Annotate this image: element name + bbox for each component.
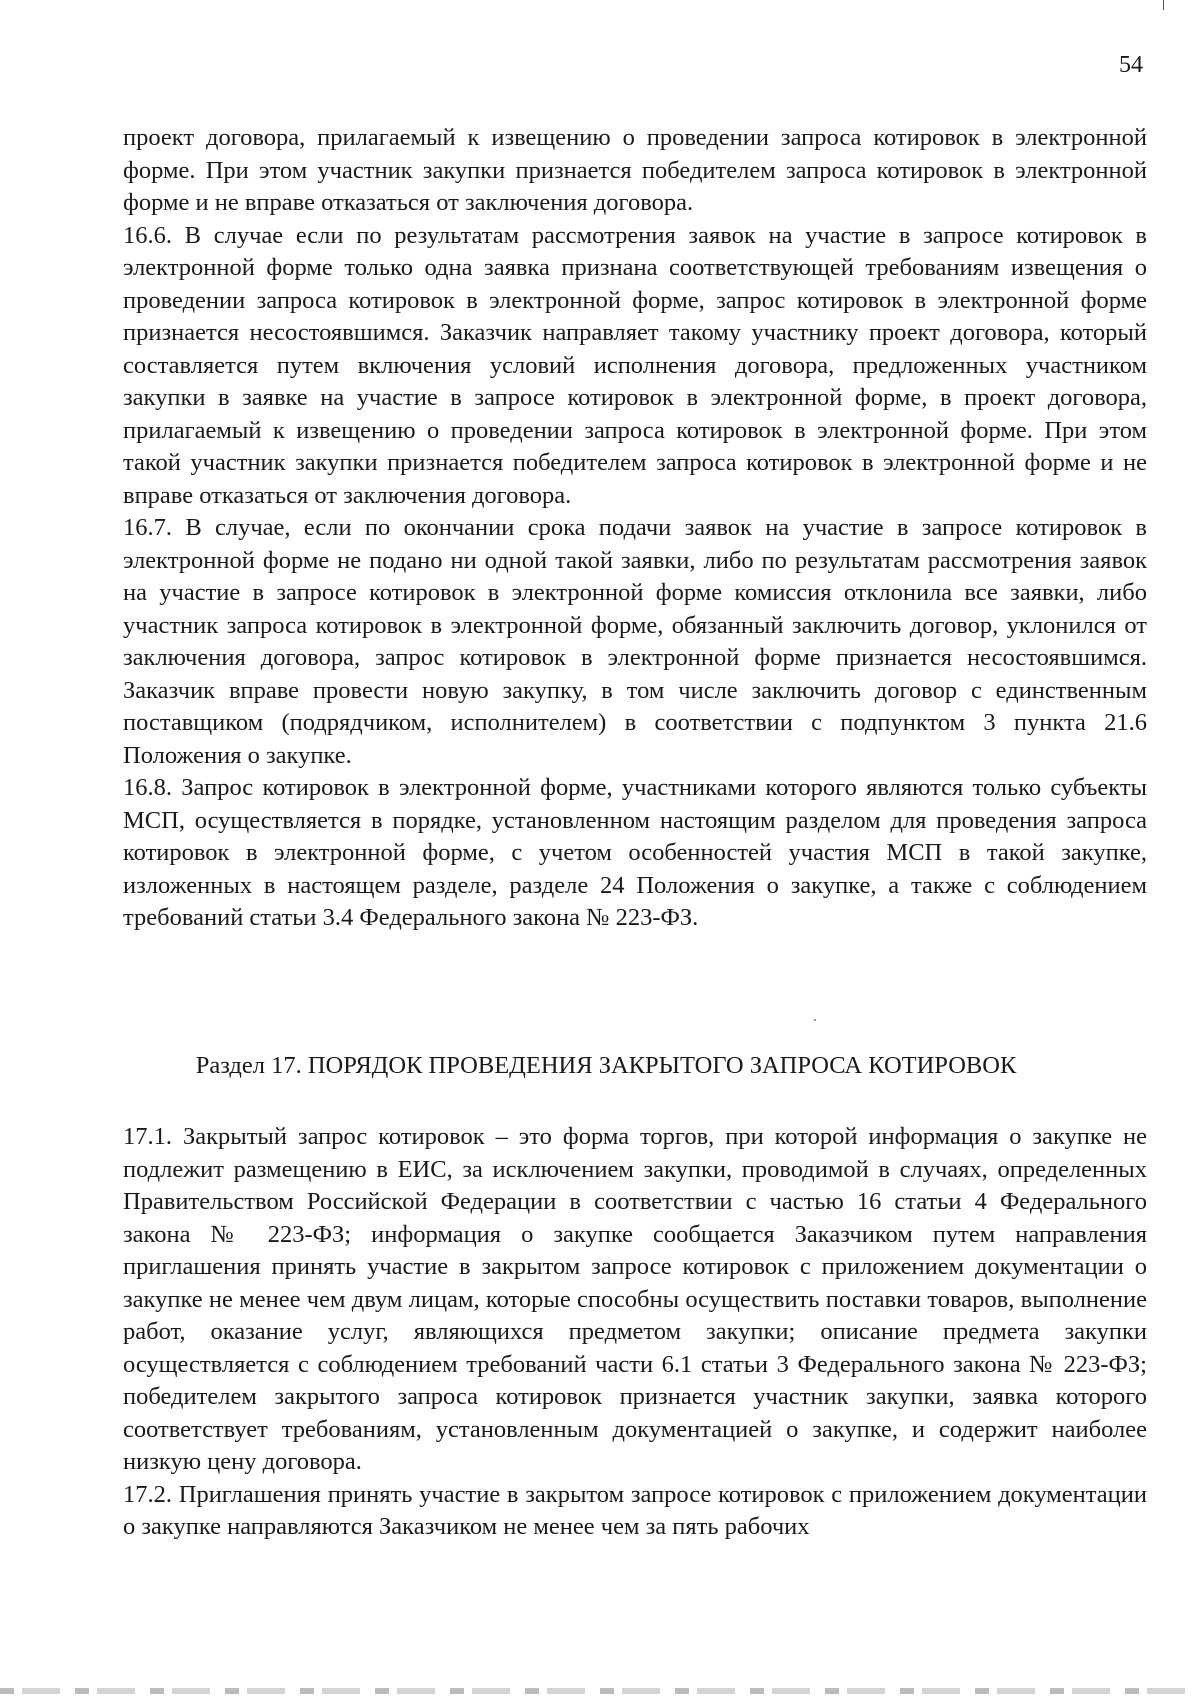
paragraph-17-2: 17.2. Приглашения принять участие в закрытом запросе котировок с приложением документации о закупке направляются Заказчиком не менее чем за пять рабочих <box>123 1480 1147 1540</box>
paragraph-17-1: 17.1. Закрытый запрос котировок – это форма торгов, при которой информация о закупке не подлежит размещению в ЕИС, за исключением закупки, проводимой в случаях, определенных Правительством Российской Федерации в соответствии с частью 16 статьи 4 Федерального закона № 223-ФЗ; информация о закупке сообщается Заказчиком путем направления приглашения принять участие в закрытом запросе котировок с приложением документации о закупке не менее чем двум лицам, которые способны осуществить поставки товаров, выполнение работ, оказание услуг, являющихся предметом закупки; описание предмета закупки осуществляется с соблюдением требований части 6.1 статьи 3 Федерального закона № 223-ФЗ; победителем закрытого запроса котировок признается участник закупки, заявка которого соответствует требованиям, установленным документацией о закупке, и содержит наиболее низкую цену договора. <box>123 1123 1147 1475</box>
text-block-upper <box>123 122 1147 935</box>
section-heading: Раздел 17. ПОРЯДОК ПРОВЕДЕНИЯ ЗАКРЫТОГО ЗАПРОСА КОТИРОВОК <box>195 1052 1017 1079</box>
scan-bottom-edge <box>0 1688 1200 1694</box>
paragraph-continuation: проект договора, прилагаемый к извещению о проведении запроса котировок в электронной форме. При этом участник закупки признается победителем запроса котировок в электронной форме и не вправе отказаться от заключения договора. <box>123 124 1147 216</box>
paragraph-16-6: 16.6. В случае если по результатам рассмотрения заявок на участие в запросе котировок в электронной форме только одна заявка признана соответствующей требованиям извещения о проведении запроса котировок в электронной форме, запрос котировок в электронной форме признается несостоявшимся. Заказчик направляет такому участнику проект договора, который составляется путем включения условий исполнения договора, предложенных участником закупки в заявке на участие в запросе котировок в электронной форме, в проект договора, прилагаемый к извещению о проведении запроса котировок в электронной форме. При этом такой участник закупки признается победителем запроса котировок в электронной форме и не вправе отказаться от заключения договора. <box>123 221 1147 509</box>
paragraph-16-8: 16.8. Запрос котировок в электронной форме, участниками которого являются только субъекты МСП, осуществляется в порядке, установленном настоящим разделом для проведения запроса котировок в электронной форме, с учетом особенностей участия МСП в такой закупке, изложенных в настоящем разделе, разделе 24 Положения о закупке, а также с соблюдением требований статьи 3.4 Федерального закона № 223-ФЗ. <box>123 774 1147 931</box>
page-number: 54 <box>1119 52 1143 78</box>
paragraph-16-7: 16.7. В случае, если по окончании срока подачи заявок на участие в запросе котировок в электронной форме не подано ни одной такой заявки, либо по результатам рассмотрения заявок на участие в запросе котировок в электронной форме комиссия отклонила все заявки, либо участник запроса котировок в электронной форме, обязанный заключить договор, уклонился от заключения договора, запрос котировок в электронной форме признается несостоявшимся. Заказчик вправе провести новую закупку, в том числе заключить договор с единственным поставщиком (подрядчиком, исполнителем) в соответствии с подпунктом 3 пункта 21.6 Положения о закупке. <box>123 514 1147 769</box>
scan-speck <box>814 1019 816 1021</box>
scan-edge-mark <box>1163 0 1164 10</box>
text-block-lower <box>123 1121 1147 1544</box>
